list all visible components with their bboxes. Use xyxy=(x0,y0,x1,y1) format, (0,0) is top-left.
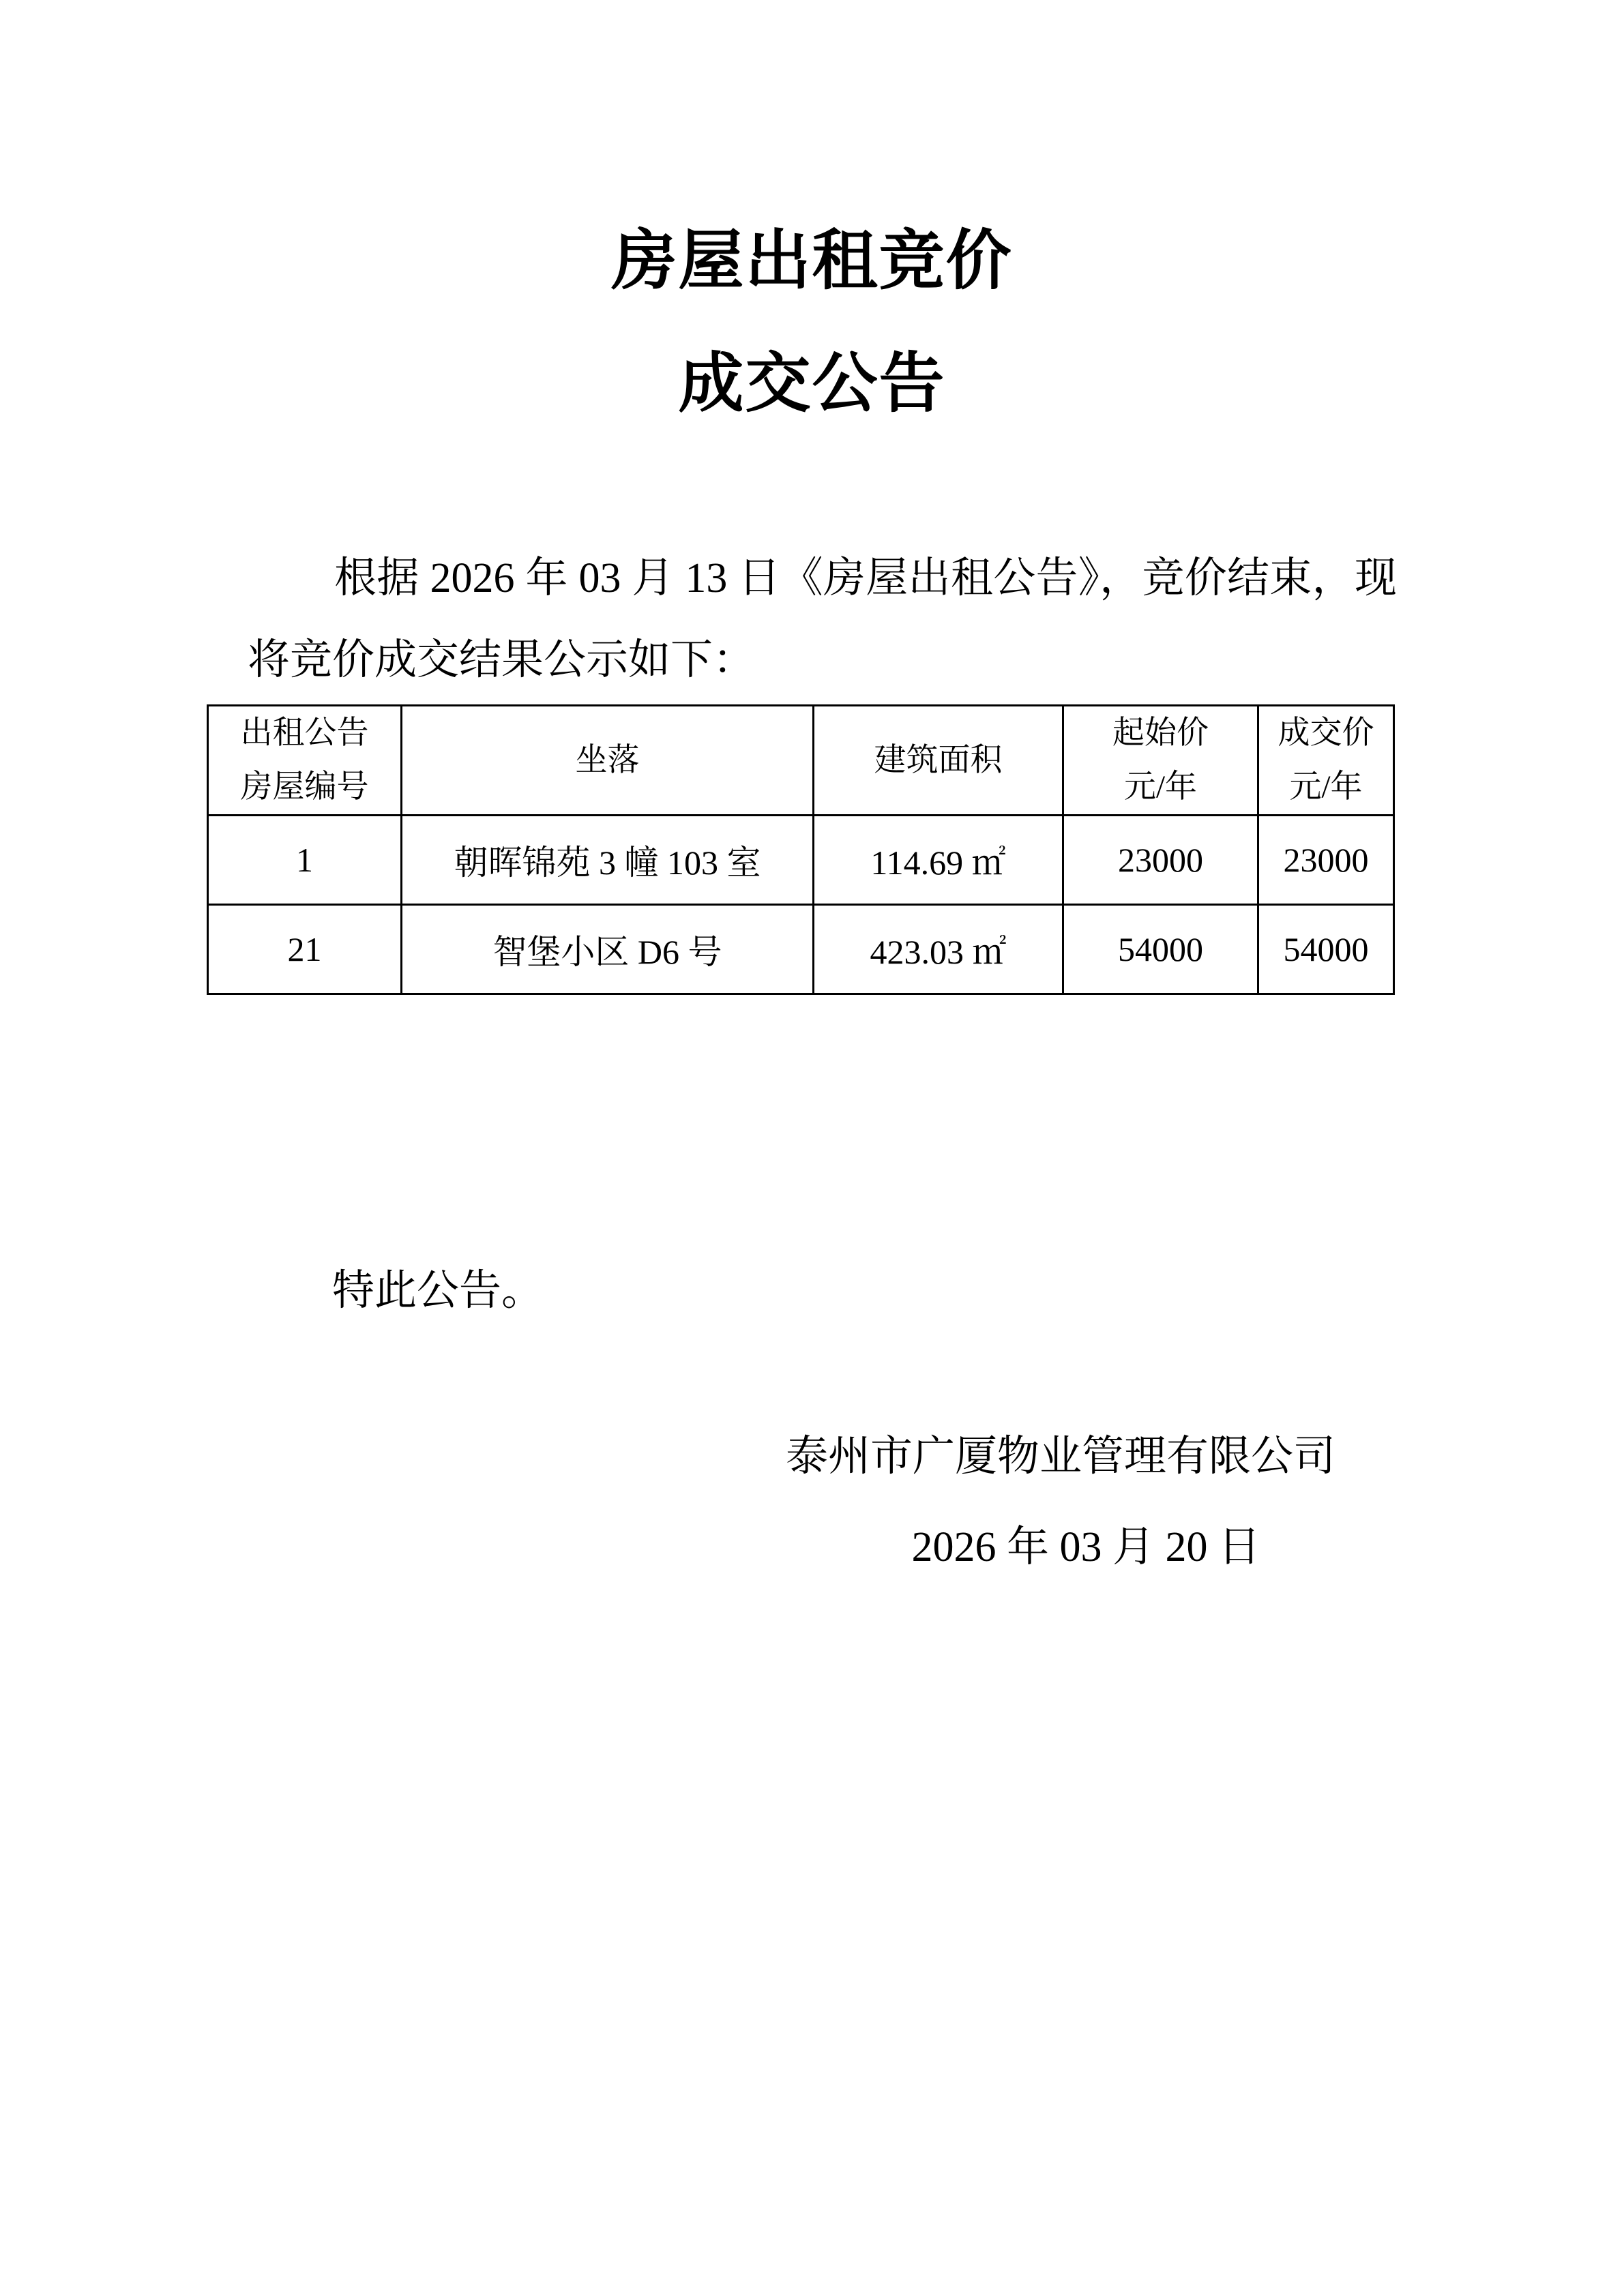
document-title-line2: 成交公告 xyxy=(678,347,946,420)
cell-location: 朝晖锦苑 3 幢 103 室 xyxy=(402,816,814,905)
header-house-number-line2: 房屋编号 xyxy=(240,769,369,805)
cell-starting-price: 23000 xyxy=(1063,816,1258,905)
header-starting-price-line1: 起始价 xyxy=(1112,715,1209,751)
header-location-line1: 坐落 xyxy=(575,742,640,778)
intro-paragraph: 根据 2026 年 03 月 13 日《房屋出租公告》，竞价结束，现将竞价成交结果公示如下： xyxy=(248,555,1397,683)
header-house-number-line1: 出租公告 xyxy=(240,715,369,751)
document-title-line1: 房屋出租竞价 xyxy=(611,224,1013,297)
cell-starting-price: 54000 xyxy=(1063,905,1258,994)
table-row xyxy=(208,905,1394,994)
table-header-row xyxy=(208,706,1394,816)
issue-date: 2026 年 03 月 20 日 xyxy=(911,1524,1260,1570)
cell-deal-price: 23000 xyxy=(1258,816,1394,905)
header-deal-price-line2: 元/年 xyxy=(1289,769,1363,805)
issuing-company: 泰州市广厦物业管理有限公司 xyxy=(785,1433,1335,1480)
header-starting-price xyxy=(1063,706,1258,816)
cell-house-number: 21 xyxy=(208,905,402,994)
header-floor-area xyxy=(814,706,1063,816)
header-deal-price-line1: 成交价 xyxy=(1278,715,1374,751)
header-location xyxy=(402,706,814,816)
table-row xyxy=(208,816,1394,905)
header-deal-price xyxy=(1258,706,1394,816)
cell-house-number: 1 xyxy=(208,816,402,905)
cell-location: 智堡小区 D6 号 xyxy=(402,905,814,994)
cell-floor-area: 114.69 ㎡ xyxy=(814,816,1063,905)
deal-results-table xyxy=(207,704,1395,995)
closing-statement: 特此公告。 xyxy=(332,1268,544,1314)
cell-deal-price: 54000 xyxy=(1258,905,1394,994)
header-starting-price-line2: 元/年 xyxy=(1123,769,1198,805)
header-floor-area-line1: 建筑面积 xyxy=(874,742,1003,778)
cell-floor-area: 423.03 ㎡ xyxy=(814,905,1063,994)
header-house-number xyxy=(208,706,402,816)
